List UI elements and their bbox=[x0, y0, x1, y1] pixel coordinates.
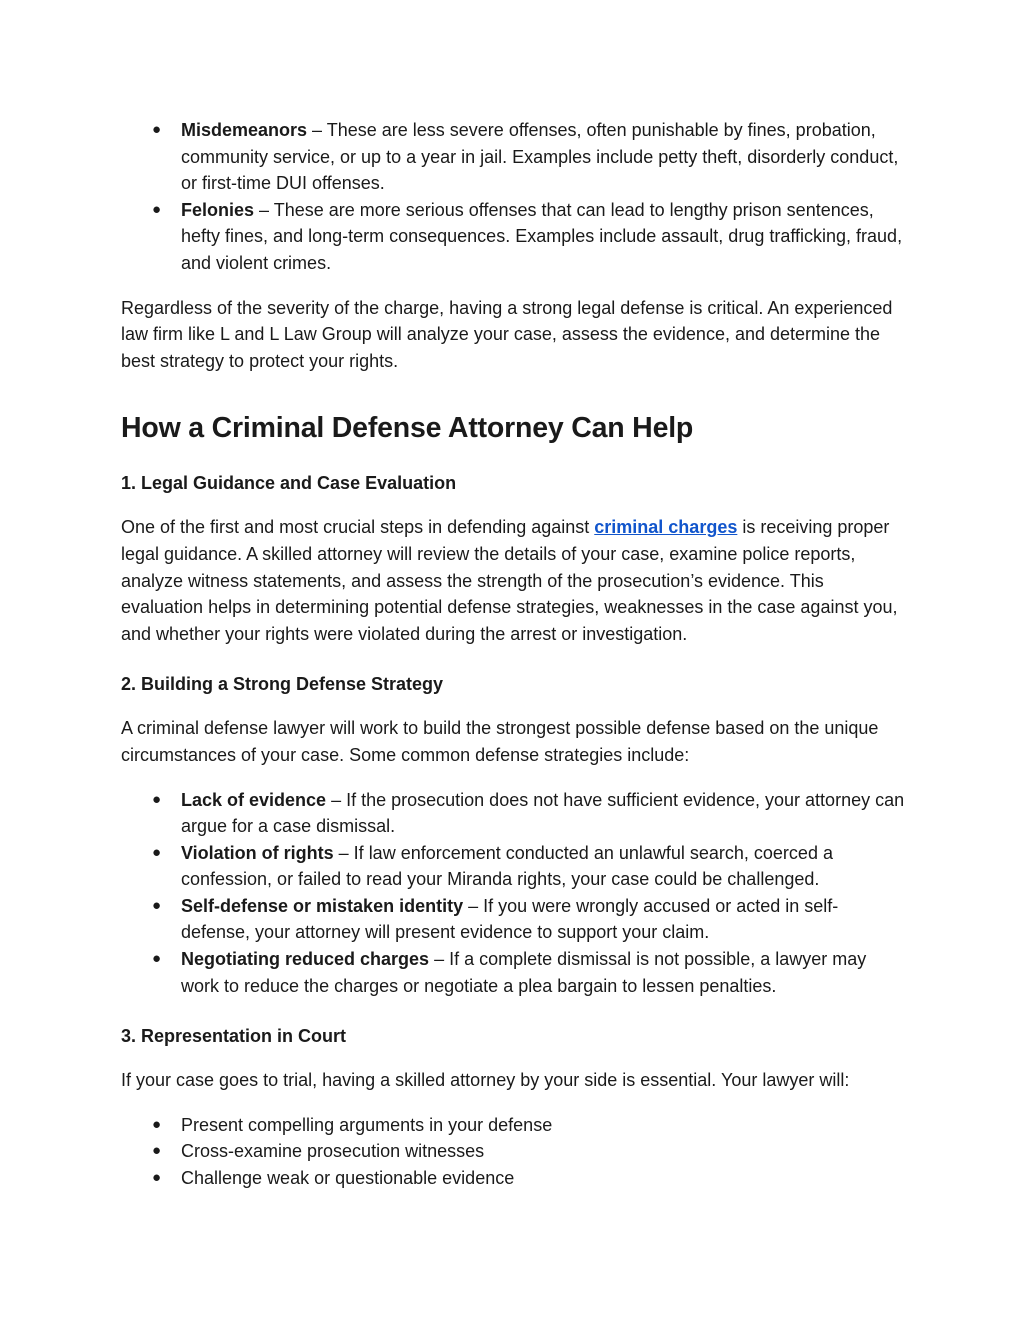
criminal-charges-link[interactable]: criminal charges bbox=[594, 517, 738, 538]
list-item bbox=[121, 1112, 906, 1139]
paragraph-text: is receiving proper legal guidance. A skilled attorney will review the details of your case, examine police reports, analyze witness statements, and assess the strength of the prosecution’s evidence. This evaluation helps in determining potential defense strategies, weaknesses in the case against you, and whether your rights were violated during the arrest or investigation. bbox=[121, 517, 898, 644]
offense-types-list bbox=[121, 117, 906, 277]
bullet-icon: ● bbox=[152, 790, 162, 808]
bullet-icon: ● bbox=[152, 121, 162, 138]
bullet-icon: ● bbox=[152, 896, 162, 914]
list-item bbox=[121, 197, 906, 277]
bullet-icon: ● bbox=[152, 843, 162, 861]
list-item-term: Felonies bbox=[181, 199, 255, 220]
legal-guidance-paragraph bbox=[121, 514, 906, 647]
list-item-term: Misdemeanors bbox=[181, 120, 308, 140]
defense-strategy-paragraph: A criminal defense lawyer will work to build the strongest possible defense based on the unique circumstances of your case. Some common defense strategies include: bbox=[121, 718, 879, 765]
defense-strategies-list bbox=[121, 787, 906, 1000]
list-item-text: Challenge weak or questionable evidence bbox=[181, 1168, 515, 1189]
list-item bbox=[121, 1165, 906, 1192]
list-item bbox=[121, 117, 906, 197]
list-item bbox=[121, 787, 906, 840]
list-item-text: – If law enforcement conducted an unlawful search, coerced a confession, or failed to read your Miranda rights, your case could be challenged. bbox=[181, 842, 833, 890]
list-item-text: – These are less severe offenses, often punishable by fines, probation, community service, or up to a year in jail. Examples include petty theft, disorderly conduct, or first-time DUI offenses. bbox=[181, 120, 899, 194]
list-item-text: – If the prosecution does not have sufficient evidence, your attorney can argue for a case dismissal. bbox=[181, 789, 905, 837]
list-item-term: Violation of rights bbox=[181, 842, 334, 863]
list-item-text: Present compelling arguments in your defense bbox=[181, 1114, 553, 1135]
bullet-icon: ● bbox=[152, 950, 162, 968]
list-item-text: – These are more serious offenses that can lead to lengthy prison sentences, hefty fines, and long-term consequences. Examples include assault, drug trafficking, fraud, and violent crimes. bbox=[181, 199, 903, 273]
list-item bbox=[121, 946, 906, 999]
list-item-text: – If a complete dismissal is not possible, a lawyer may work to reduce the charges or negotiate a plea bargain to lessen penalties. bbox=[181, 949, 867, 996]
bullet-icon: ● bbox=[152, 200, 162, 218]
subheading-legal-guidance: 1. Legal Guidance and Case Evaluation bbox=[121, 473, 457, 494]
bullet-icon: ● bbox=[152, 1115, 162, 1133]
subheading-defense-strategy: 2. Building a Strong Defense Strategy bbox=[121, 674, 444, 695]
document-content bbox=[121, 117, 906, 1192]
paragraph-text: One of the first and most crucial steps in defending against bbox=[121, 517, 595, 538]
list-item bbox=[121, 840, 906, 893]
list-item-term: Self-defense or mistaken identity bbox=[181, 895, 464, 916]
bullet-icon: ● bbox=[152, 1142, 162, 1160]
court-representation-paragraph: If your case goes to trial, having a skilled attorney by your side is essential. Your lawyer will: bbox=[121, 1070, 850, 1091]
court-duties-list bbox=[121, 1112, 906, 1192]
subheading-court-representation: 3. Representation in Court bbox=[121, 1026, 347, 1047]
list-item-term: Lack of evidence bbox=[181, 789, 327, 810]
list-item-text: Cross-examine prosecution witnesses bbox=[181, 1141, 485, 1162]
list-item bbox=[121, 1138, 906, 1165]
list-item-text: – If you were wrongly accused or acted in self-defense, your attorney will present evidence to support your claim. bbox=[181, 895, 839, 943]
section-heading: How a Criminal Defense Attorney Can Help bbox=[121, 412, 694, 445]
list-item bbox=[121, 893, 906, 946]
intro-paragraph: Regardless of the severity of the charge, having a strong legal defense is critical. An experienced law firm like L and L Law Group will analyze your case, assess the evidence, and determine the best strategy to protect your rights. bbox=[121, 297, 893, 371]
bullet-icon: ● bbox=[152, 1169, 162, 1187]
list-item-term: Negotiating reduced charges bbox=[181, 949, 430, 970]
